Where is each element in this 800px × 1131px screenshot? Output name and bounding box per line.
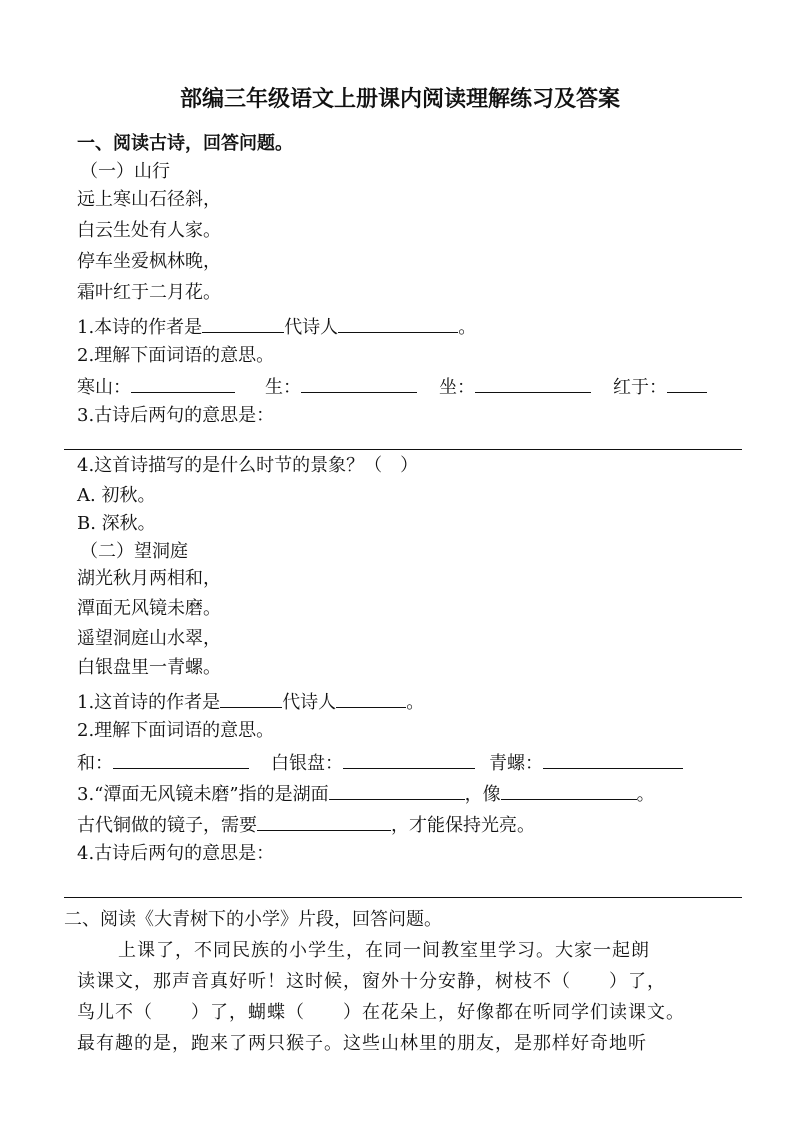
poem-2-question-2-terms bbox=[77, 750, 740, 776]
answer-blank[interactable] bbox=[475, 374, 591, 393]
question-text: 1.本诗的作者是 bbox=[77, 317, 203, 338]
answer-blank[interactable] bbox=[667, 374, 707, 393]
term-label: 青螺： bbox=[489, 753, 543, 774]
poem-2-question-3 bbox=[77, 781, 740, 807]
question-4: 4.这首诗描写的是什么时节的景象？（ ） bbox=[77, 455, 419, 476]
poem-1-line: 停车坐爱枫林晚， bbox=[77, 251, 221, 272]
passage-line: 鸟儿不（ ）了，蝴蝶（ ）在花朵上，好像都在听同学们读课文。 bbox=[77, 1002, 685, 1023]
poem-1-line: 霜叶红于二月花。 bbox=[77, 282, 221, 303]
answer-blank[interactable] bbox=[301, 374, 417, 393]
question-text: 1.这首诗的作者是 bbox=[77, 692, 221, 713]
question-text: ，像 bbox=[464, 784, 501, 805]
section-2-heading: 二、阅读《大青树下的小学》片段，回答问题。 bbox=[64, 909, 442, 930]
passage-line: 读课文，那声音真好听！这时候，窗外十分安静，树枝不（ ）了， bbox=[77, 971, 666, 992]
poem-1-line: 白云生处有人家。 bbox=[77, 220, 221, 241]
answer-line[interactable] bbox=[64, 897, 742, 898]
answer-line[interactable] bbox=[64, 449, 742, 450]
poem-2-line: 白银盘里一青螺。 bbox=[77, 657, 221, 678]
passage-line: 最有趣的是，跑来了两只猴子。这些山林里的朋友，是那样好奇地听 bbox=[77, 1033, 647, 1054]
poem-2-line: 潭面无风镜未磨。 bbox=[77, 598, 221, 619]
question-text: 代诗人 bbox=[284, 317, 339, 338]
answer-blank[interactable] bbox=[343, 750, 475, 769]
term-label: 寒山： bbox=[77, 377, 131, 398]
question-text: ，才能保持光亮。 bbox=[391, 815, 535, 836]
question-text: 古代铜做的镜子，需要 bbox=[77, 815, 257, 836]
poem-2-line: 湖光秋月两相和， bbox=[77, 568, 221, 589]
answer-blank[interactable] bbox=[257, 812, 391, 831]
question-text: 。 bbox=[406, 692, 425, 713]
poem-2-question-2: 2.理解下面词语的意思。 bbox=[77, 720, 275, 741]
question-1 bbox=[77, 314, 740, 340]
poem-1-line: 远上寒山石径斜， bbox=[77, 189, 221, 210]
question-3: 3.古诗后两句的意思是： bbox=[77, 405, 275, 426]
question-text: 。 bbox=[636, 784, 655, 805]
term-label: 白银盘： bbox=[271, 753, 343, 774]
term-label: 坐： bbox=[439, 377, 475, 398]
poem-2-label: （二）望洞庭 bbox=[80, 541, 188, 562]
question-2: 2.理解下面词语的意思。 bbox=[77, 345, 275, 366]
option-b: B. 深秋。 bbox=[77, 513, 156, 534]
term-label: 红于： bbox=[613, 377, 667, 398]
answer-blank[interactable] bbox=[336, 689, 406, 708]
question-text: 3.“潭面无风镜未磨”指的是湖面 bbox=[77, 784, 329, 805]
poem-2-line: 遥望洞庭山水翠， bbox=[77, 628, 221, 649]
answer-blank[interactable] bbox=[131, 374, 235, 393]
question-2-terms bbox=[77, 374, 740, 400]
poem-2-question-1 bbox=[77, 689, 740, 715]
answer-blank[interactable] bbox=[220, 689, 282, 708]
answer-blank[interactable] bbox=[113, 750, 249, 769]
passage-line: 上课了，不同民族的小学生，在同一间教室里学习。大家一起朗 bbox=[118, 940, 650, 961]
answer-blank[interactable] bbox=[338, 314, 458, 333]
question-text: 代诗人 bbox=[282, 692, 337, 713]
term-label: 和： bbox=[77, 753, 113, 774]
page-title: 部编三年级语文上册课内阅读理解练习及答案 bbox=[179, 86, 620, 112]
poem-2-question-4: 4.古诗后两句的意思是： bbox=[77, 843, 275, 864]
section-1-heading: 一、阅读古诗，回答问题。 bbox=[77, 133, 293, 154]
question-text: 。 bbox=[458, 317, 477, 338]
poem-2-question-3-cont bbox=[77, 812, 740, 838]
answer-blank[interactable] bbox=[202, 314, 284, 333]
option-a: A. 初秋。 bbox=[77, 485, 156, 506]
answer-blank[interactable] bbox=[501, 781, 637, 800]
term-label: 生： bbox=[265, 377, 301, 398]
answer-blank[interactable] bbox=[329, 781, 465, 800]
answer-blank[interactable] bbox=[543, 750, 683, 769]
poem-1-label: （一）山行 bbox=[80, 161, 170, 182]
